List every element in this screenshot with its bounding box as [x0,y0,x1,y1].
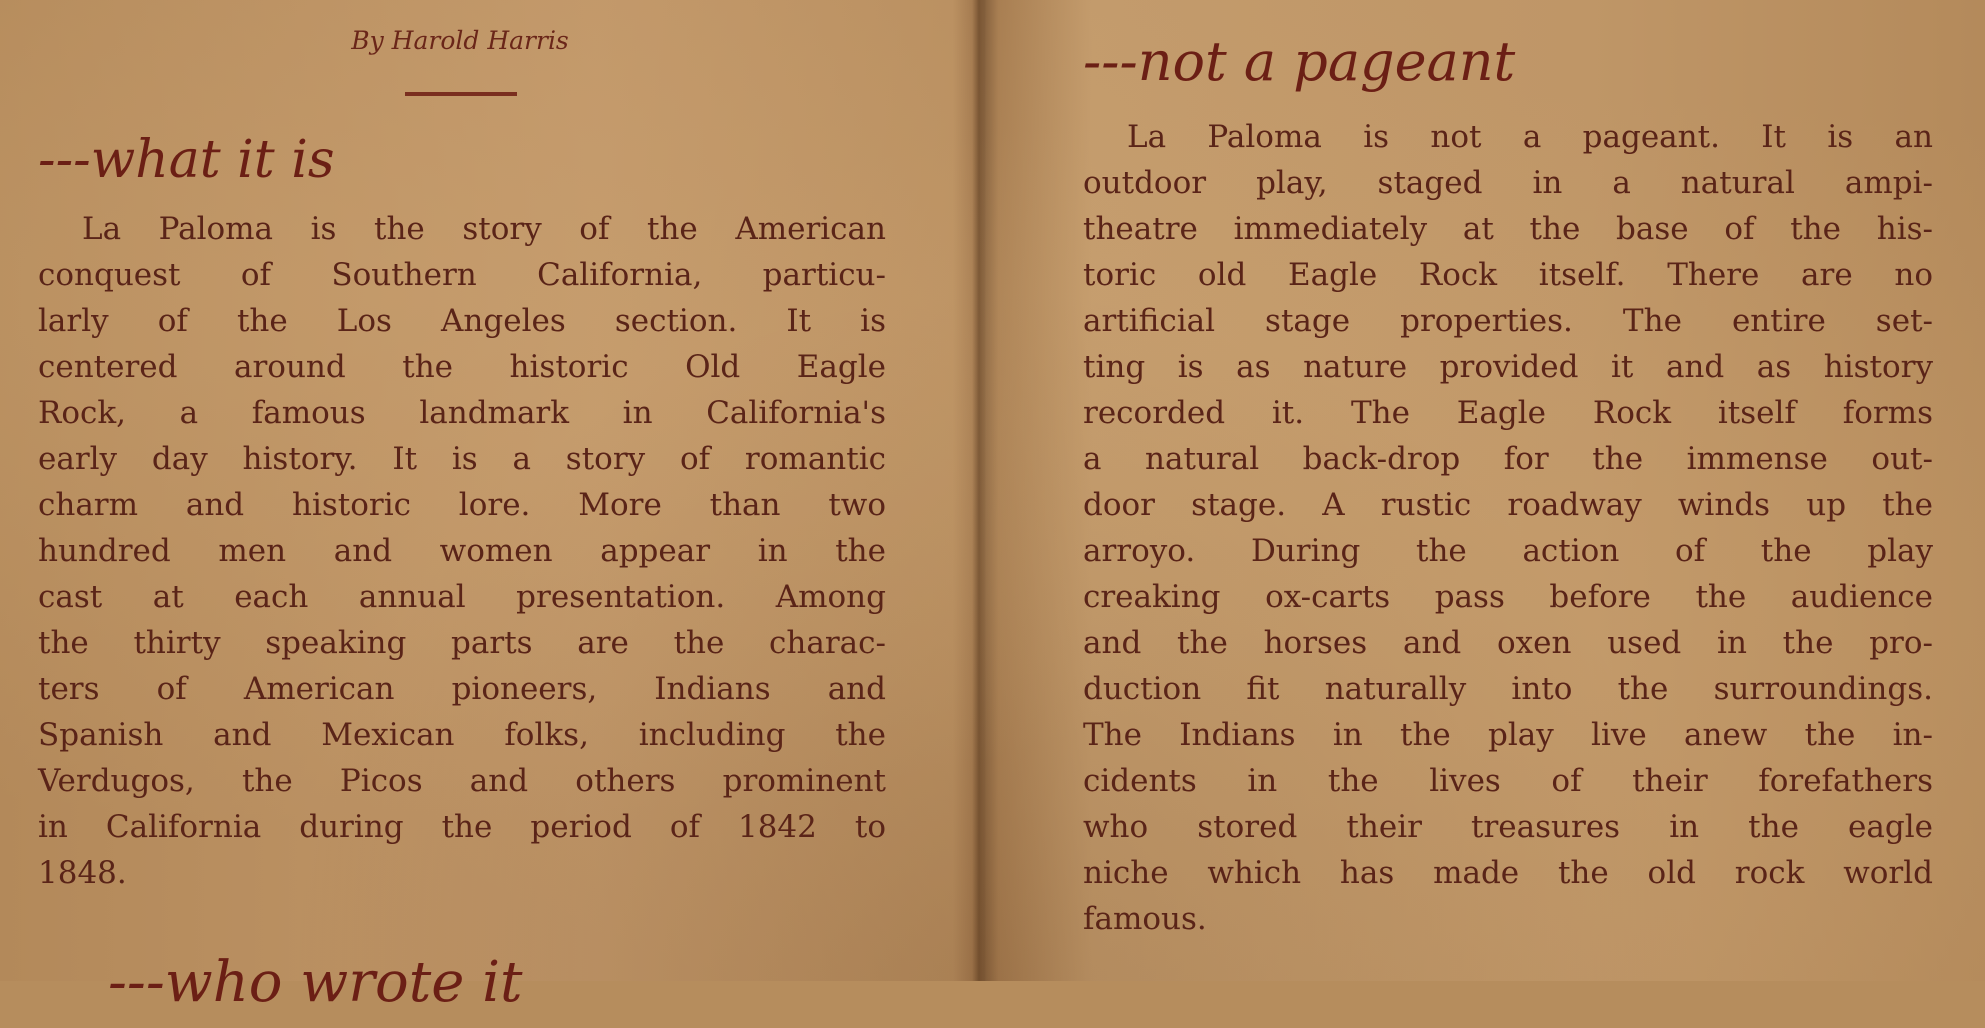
text-line: who stored their treasures in the eagle [1083,809,1933,845]
text-line: a natural back-drop for the immense out- [1083,441,1933,477]
text-line: La Paloma is not a pageant. It is an [1127,119,1933,155]
text-line: Rock, a famous landmark in California's [38,395,886,431]
text-line: artificial stage properties. The entire set- [1083,303,1933,339]
text-line: ting is as nature provided it and as history [1083,349,1933,385]
text-line: cidents in the lives of their forefathers [1083,763,1933,799]
byline-rule [405,92,517,96]
text-line: arroyo. During the action of the play [1083,533,1933,569]
text-line: The Indians in the play live anew the in- [1083,717,1933,753]
left-column-text [38,206,886,896]
text-line: ters of American pioneers, Indians and [38,671,886,707]
text-line: hundred men and women appear in the [38,533,886,569]
heading-not-a-pageant: ---not a pageant [1083,30,1516,93]
text-line: cast at each annual presentation. Among [38,579,886,615]
text-line: charm and historic lore. More than two [38,487,886,523]
text-line: La Paloma is the story of the American [82,211,886,247]
byline: By Harold Harris [351,26,569,55]
text-line: centered around the historic Old Eagle [38,349,886,385]
text-line: famous. [1083,901,1207,937]
text-line: in California during the period of 1842 to [38,809,886,845]
text-line: the thirty speaking parts are the charac- [38,625,886,661]
heading-who-wrote-it-partial: ---who wrote it [108,950,523,1015]
text-line: theatre immediately at the base of the his- [1083,211,1933,247]
text-line: and the horses and oxen used in the pro- [1083,625,1933,661]
text-line: early day history. It is a story of romantic [38,441,886,477]
text-line: toric old Eagle Rock itself. There are no [1083,257,1933,293]
right-column-text [1083,114,1933,942]
text-line: 1848. [38,855,127,891]
text-line: duction fit naturally into the surroundings. [1083,671,1933,707]
text-line: Verdugos, the Picos and others prominent [38,763,886,799]
text-line: recorded it. The Eagle Rock itself forms [1083,395,1933,431]
text-line: outdoor play, staged in a natural ampi- [1083,165,1933,201]
center-fold [972,0,986,981]
text-line: Spanish and Mexican folks, including the [38,717,886,753]
text-line: conquest of Southern California, particu- [38,257,886,293]
text-line: door stage. A rustic roadway winds up the [1083,487,1933,523]
text-line: creaking ox-carts pass before the audience [1083,579,1933,615]
text-line: larly of the Los Angeles section. It is [38,303,886,339]
heading-what-it-is: ---what it is [38,130,335,190]
text-line: niche which has made the old rock world [1083,855,1933,891]
